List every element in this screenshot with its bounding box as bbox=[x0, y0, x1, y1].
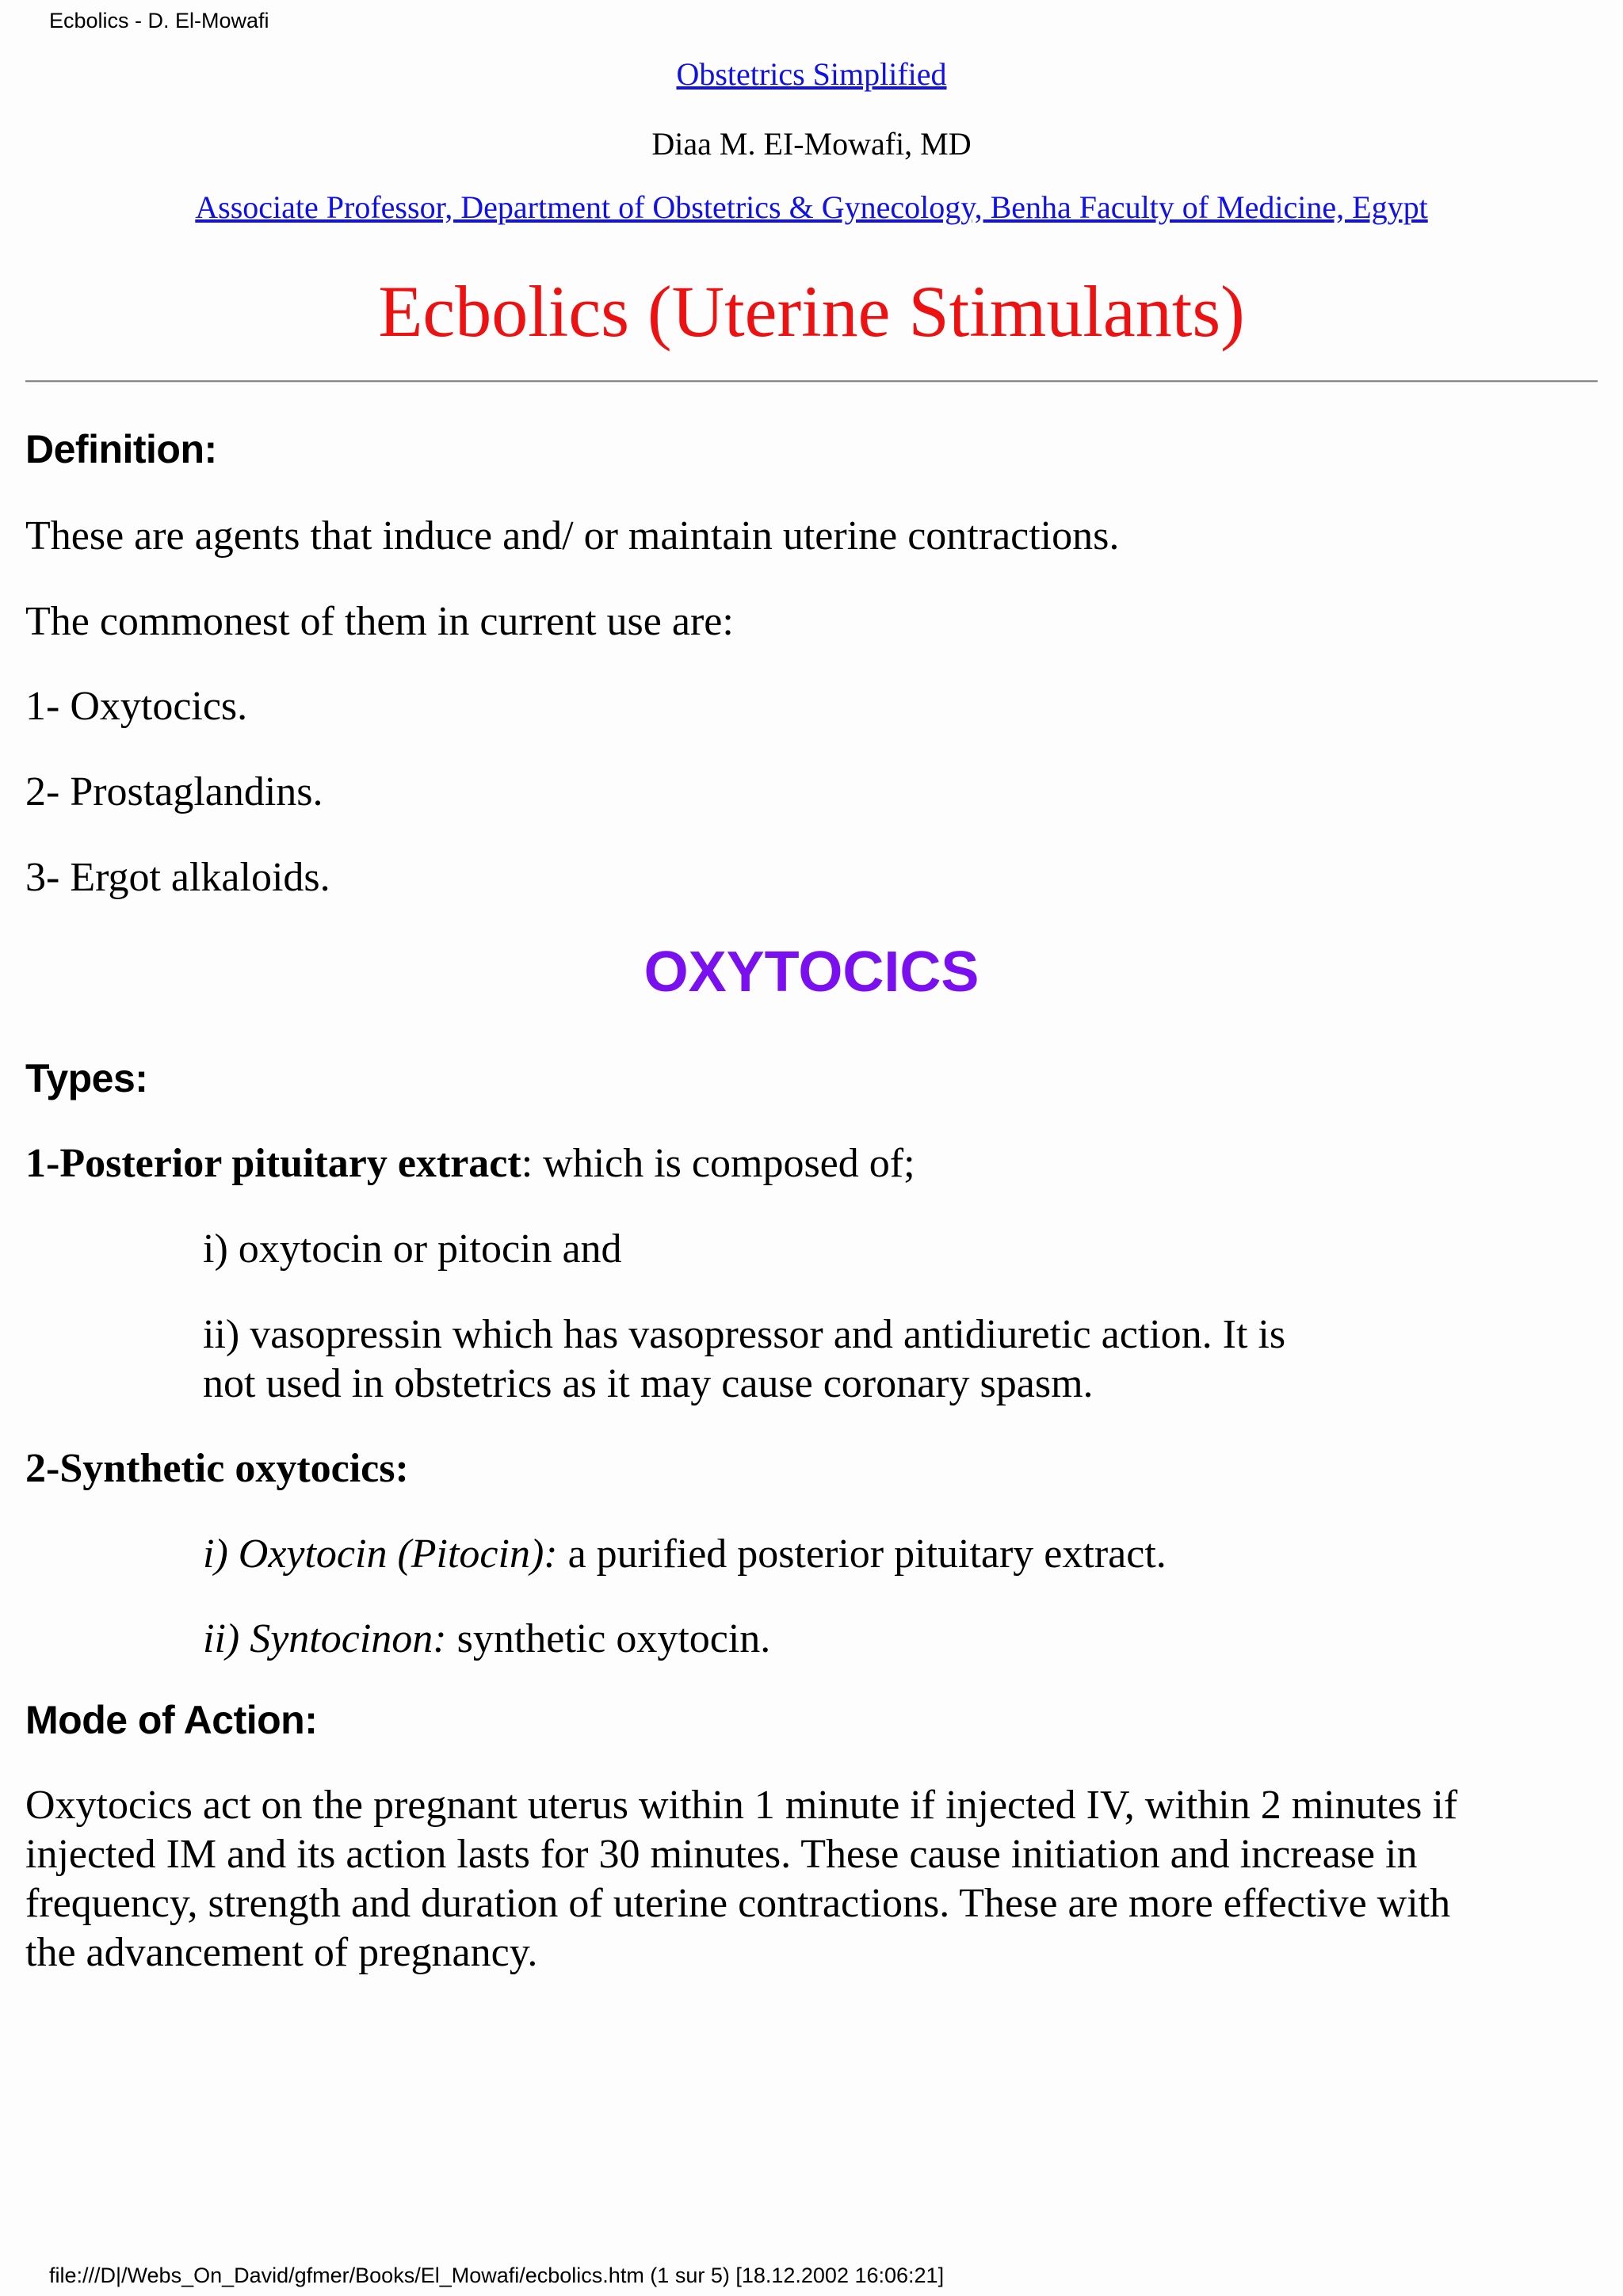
mode-line-1: Oxytocics act on the pregnant uterus within 1 minute if injected IV, within 2 minutes if bbox=[25, 1783, 1458, 1828]
type1-sub1: i) oxytocin or pitocin and bbox=[203, 1226, 622, 1272]
type1-sub2-line2: not used in obstetrics as it may cause coronary spasm. bbox=[203, 1361, 1094, 1406]
type2-label: 2-Synthetic oxytocics: bbox=[25, 1446, 409, 1491]
list-item-prostaglandins: 2- Prostaglandins. bbox=[25, 769, 323, 814]
definition-heading: Definition: bbox=[25, 427, 217, 471]
type2-sub2-desc: synthetic oxytocin. bbox=[446, 1616, 771, 1661]
print-header: Ecbolics - D. El-Mowafi bbox=[49, 9, 269, 32]
list-item-oxytocics: 1- Oxytocics. bbox=[25, 684, 248, 729]
types-heading: Types: bbox=[25, 1056, 148, 1100]
section-title-oxytocics: OXYTOCICS bbox=[643, 940, 980, 1004]
mode-line-2: injected IM and its action lasts for 30 minutes. These cause initiation and increase in bbox=[25, 1832, 1418, 1877]
type1-sub2-line1: ii) vasopressin which has vasopressor and antidiuretic action. It is bbox=[203, 1312, 1286, 1357]
type2-sub1-desc: a purified posterior pituitary extract. bbox=[557, 1531, 1167, 1577]
type2-sub2 bbox=[203, 1615, 770, 1664]
title-divider bbox=[25, 380, 1598, 383]
type1-line bbox=[25, 1139, 915, 1188]
author-name: Diaa M. EI-Mowafi, MD bbox=[651, 126, 972, 162]
affiliation-line bbox=[0, 189, 1623, 226]
type2-sub1-term: i) Oxytocin (Pitocin): bbox=[203, 1531, 558, 1577]
mode-of-action-text bbox=[25, 1781, 1602, 1978]
type1-label: 1-Posterior pituitary extract bbox=[25, 1141, 521, 1186]
list-item-ergot: 3- Ergot alkaloids. bbox=[25, 855, 330, 900]
print-footer: file:///D|/Webs_On_David/gfmer/Books/El_Mowafi/ecbolics.htm (1 sur 5) [18.12.2002 16:06:21] bbox=[49, 2264, 945, 2287]
definition-text: These are agents that induce and/ or maintain uterine contractions. bbox=[25, 513, 1120, 559]
type1-sub2 bbox=[203, 1310, 1285, 1409]
type2-sub2-term: ii) Syntocinon: bbox=[203, 1616, 447, 1661]
series-link-line bbox=[0, 55, 1623, 93]
type2-heading bbox=[25, 1444, 409, 1493]
affiliation-link[interactable]: Associate Professor, Department of Obstetrics & Gynecology, Benha Faculty of Medicine, Egypt bbox=[195, 189, 1428, 225]
mode-of-action-heading: Mode of Action: bbox=[25, 1698, 318, 1742]
series-link[interactable]: Obstetrics Simplified bbox=[676, 56, 947, 92]
mode-line-4: the advancement of pregnancy. bbox=[25, 1930, 538, 1975]
definition-intro: The commonest of them in current use are: bbox=[25, 599, 734, 644]
type1-rest: : which is composed of; bbox=[521, 1141, 915, 1186]
type2-sub1 bbox=[203, 1530, 1167, 1579]
mode-line-3: frequency, strength and duration of uterine contractions. These are more effective with bbox=[25, 1881, 1451, 1926]
page-title: Ecbolics (Uterine Stimulants) bbox=[378, 271, 1245, 352]
